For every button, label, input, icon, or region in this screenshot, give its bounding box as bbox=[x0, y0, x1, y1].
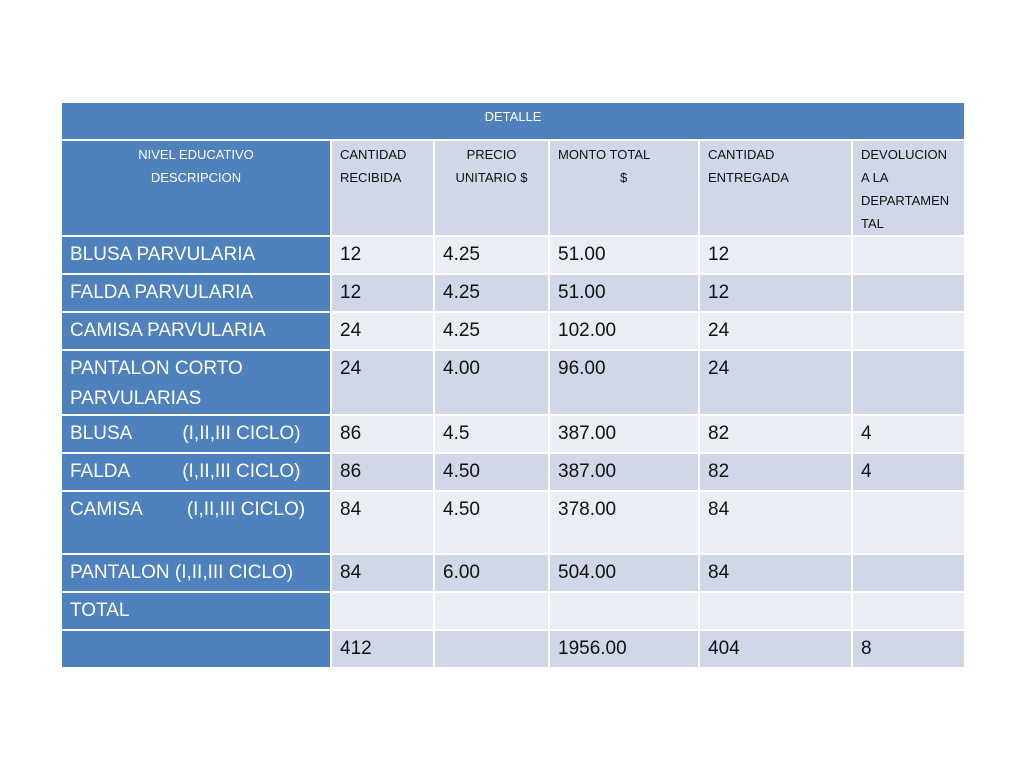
row-description bbox=[61, 415, 331, 453]
cell-devolucion bbox=[852, 554, 965, 592]
cell-cantidad-recibida: 12 bbox=[331, 274, 434, 312]
header-monto-total bbox=[549, 140, 699, 236]
header-devolucion-line1: DEVOLUCION bbox=[861, 147, 947, 162]
header-row bbox=[61, 140, 965, 236]
totals-description bbox=[61, 630, 331, 668]
empty-cell bbox=[331, 592, 434, 630]
detalle-table bbox=[60, 101, 966, 669]
cell-monto-total: 51.00 bbox=[549, 236, 699, 274]
row-description-ciclo: (I,II,III CICLO) bbox=[182, 423, 301, 444]
cell-cantidad-entregada: 82 bbox=[699, 415, 852, 453]
header-cantidad-entregada-line2: ENTREGADA bbox=[708, 170, 789, 185]
header-monto-line1: MONTO TOTAL bbox=[558, 147, 651, 162]
cell-precio-unitario: 4.25 bbox=[434, 312, 549, 350]
cell-cantidad-entregada: 84 bbox=[699, 491, 852, 554]
cell-devolucion bbox=[852, 236, 965, 274]
cell-precio-unitario: 4.50 bbox=[434, 491, 549, 554]
table-row bbox=[61, 554, 965, 592]
cell-cantidad-recibida: 86 bbox=[331, 453, 434, 491]
table-row bbox=[61, 415, 965, 453]
header-devolucion-line2: A LA bbox=[861, 170, 889, 185]
row-description-line1: PANTALON CORTO bbox=[70, 358, 243, 379]
cell-monto-total: 387.00 bbox=[549, 415, 699, 453]
cell-precio-unitario: 4.25 bbox=[434, 236, 549, 274]
cell-precio-unitario: 4.00 bbox=[434, 350, 549, 415]
table-row bbox=[61, 491, 965, 554]
header-devolucion bbox=[852, 140, 965, 236]
total-label: TOTAL bbox=[61, 592, 331, 630]
cell-cantidad-recibida: 84 bbox=[331, 491, 434, 554]
cell-monto-total: 96.00 bbox=[549, 350, 699, 415]
cell-monto-total: 504.00 bbox=[549, 554, 699, 592]
table-row bbox=[61, 236, 965, 274]
cell-cantidad-recibida: 24 bbox=[331, 350, 434, 415]
header-descripcion bbox=[61, 140, 331, 236]
cell-cantidad-entregada: 12 bbox=[699, 274, 852, 312]
cell-monto-total: 387.00 bbox=[549, 453, 699, 491]
cell-monto-total: 378.00 bbox=[549, 491, 699, 554]
header-devolucion-line4: TAL bbox=[861, 216, 884, 231]
header-devolucion-line3: DEPARTAMEN bbox=[861, 193, 950, 208]
header-precio-line2: UNITARIO $ bbox=[455, 170, 528, 185]
row-description bbox=[61, 491, 331, 554]
cell-devolucion bbox=[852, 312, 965, 350]
empty-cell bbox=[699, 592, 852, 630]
header-cantidad-entregada-line1: CANTIDAD bbox=[708, 147, 775, 162]
cell-cantidad-entregada: 84 bbox=[699, 554, 852, 592]
cell-monto-total: 102.00 bbox=[549, 312, 699, 350]
cell-precio-unitario: 4.5 bbox=[434, 415, 549, 453]
total-cantidad-recibida: 412 bbox=[331, 630, 434, 668]
cell-cantidad-recibida: 12 bbox=[331, 236, 434, 274]
total-label-row bbox=[61, 592, 965, 630]
header-descripcion-line2: DESCRIPCION bbox=[150, 170, 242, 185]
empty-cell bbox=[434, 592, 549, 630]
empty-cell bbox=[549, 592, 699, 630]
row-description bbox=[61, 350, 331, 415]
table-row bbox=[61, 274, 965, 312]
header-cantidad-recibida-line1: CANTIDAD bbox=[340, 147, 407, 162]
header-descripcion-line1: NIVEL EDUCATIVO bbox=[138, 147, 254, 162]
title-row bbox=[61, 102, 965, 140]
table-title: DETALLE bbox=[61, 102, 965, 140]
cell-precio-unitario: 4.25 bbox=[434, 274, 549, 312]
totals-row bbox=[61, 630, 965, 668]
header-cantidad-recibida bbox=[331, 140, 434, 236]
header-cantidad-recibida-line2: RECIBIDA bbox=[340, 170, 402, 185]
table-row bbox=[61, 350, 965, 415]
row-description: FALDA PARVULARIA bbox=[61, 274, 331, 312]
row-description: BLUSA PARVULARIA bbox=[61, 236, 331, 274]
row-description-item: CAMISA bbox=[70, 499, 143, 520]
cell-devolucion: 4 bbox=[852, 453, 965, 491]
cell-devolucion bbox=[852, 350, 965, 415]
row-description-item: FALDA bbox=[70, 461, 131, 482]
header-monto-line2: $ bbox=[620, 170, 628, 185]
header-precio-unitario bbox=[434, 140, 549, 236]
cell-cantidad-entregada: 24 bbox=[699, 350, 852, 415]
table-row bbox=[61, 453, 965, 491]
total-devolucion: 8 bbox=[852, 630, 965, 668]
total-monto: 1956.00 bbox=[549, 630, 699, 668]
cell-cantidad-entregada: 82 bbox=[699, 453, 852, 491]
cell-cantidad-entregada: 24 bbox=[699, 312, 852, 350]
cell-devolucion: 4 bbox=[852, 415, 965, 453]
cell-cantidad-entregada: 12 bbox=[699, 236, 852, 274]
cell-cantidad-recibida: 84 bbox=[331, 554, 434, 592]
cell-devolucion bbox=[852, 491, 965, 554]
table-row bbox=[61, 312, 965, 350]
header-precio-line1: PRECIO bbox=[466, 147, 517, 162]
cell-cantidad-recibida: 86 bbox=[331, 415, 434, 453]
row-description-item: BLUSA bbox=[70, 423, 133, 444]
row-description-ciclo: (I,II,III CICLO) bbox=[186, 499, 306, 520]
row-description-line2: PARVULARIAS bbox=[70, 388, 202, 409]
empty-cell bbox=[852, 592, 965, 630]
cell-cantidad-recibida: 24 bbox=[331, 312, 434, 350]
header-cantidad-entregada bbox=[699, 140, 852, 236]
row-description bbox=[61, 453, 331, 491]
cell-devolucion bbox=[852, 274, 965, 312]
cell-precio-unitario: 6.00 bbox=[434, 554, 549, 592]
total-cantidad-entregada: 404 bbox=[699, 630, 852, 668]
total-precio-unitario bbox=[434, 630, 549, 668]
row-description: CAMISA PARVULARIA bbox=[61, 312, 331, 350]
row-description-ciclo: (I,II,III CICLO) bbox=[182, 461, 301, 482]
row-description: PANTALON (I,II,III CICLO) bbox=[61, 554, 331, 592]
cell-precio-unitario: 4.50 bbox=[434, 453, 549, 491]
cell-monto-total: 51.00 bbox=[549, 274, 699, 312]
